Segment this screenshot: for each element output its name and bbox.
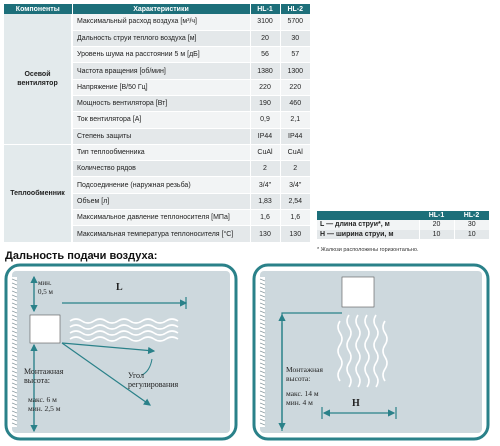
hl2-value-cell: 1300 (280, 63, 310, 79)
hl1-value-cell: 0,9 (250, 112, 280, 128)
jet-length-hl2: 30 (454, 220, 489, 230)
hl2-value-cell: 2 (280, 161, 310, 177)
component-group-label: Теплообменник (4, 144, 72, 242)
vertical-mount-diagram (252, 263, 490, 441)
section-heading: Дальность подачи воздуха: (5, 250, 158, 262)
characteristic-cell: Количество рядов (72, 161, 250, 177)
hl1-value-cell: 1380 (250, 63, 280, 79)
jet-header-row (317, 211, 489, 220)
characteristic-cell: Тип теплообменника (72, 144, 250, 160)
hl2-value-cell: 220 (280, 79, 310, 95)
hl2-value-cell: 460 (280, 95, 310, 111)
jet-header-hl1: HL-1 (419, 211, 454, 220)
characteristic-cell: Объем [л] (72, 193, 250, 209)
mount-height-label: Монтажная высота: (24, 367, 64, 385)
hl1-value-cell: 20 (250, 30, 280, 46)
jet-width-hl2: 10 (454, 230, 489, 240)
spec-row (4, 14, 310, 30)
hl2-value-cell: 30 (280, 30, 310, 46)
min-distance-label: мин. 0,5 м (38, 279, 53, 296)
characteristic-cell: Подсоединение (наружная резьба) (72, 177, 250, 193)
jet-table (317, 211, 489, 239)
hl1-value-cell: 1,83 (250, 193, 280, 209)
length-label: L (116, 282, 123, 293)
characteristic-cell: Мощность вентилятора [Вт] (72, 95, 250, 111)
header-hl2: HL-2 (280, 4, 310, 14)
spec-row (4, 144, 310, 160)
horizontal-mount-diagram (4, 263, 238, 441)
hl2-value-cell: IP44 (280, 128, 310, 144)
width-label: H (352, 398, 360, 409)
hl2-value-cell: 5700 (280, 14, 310, 30)
characteristic-cell: Максимальная температура теплоносителя [°С] (72, 226, 250, 242)
component-group-label: Осевой вентилятор (4, 14, 72, 144)
hl1-value-cell: CuAl (250, 144, 280, 160)
spec-header-row (4, 4, 310, 14)
header-characteristics: Характеристики (72, 4, 250, 14)
hl2-value-cell: 2,54 (280, 193, 310, 209)
characteristic-cell: Максимальный расход воздуха [м³/ч] (72, 14, 250, 30)
characteristic-cell: Степень защиты (72, 128, 250, 144)
mount-height-range: макс. 6 м мин. 2,5 м (28, 395, 61, 413)
louver-note: * Жалюзи расположены горизонтально. (317, 247, 419, 253)
specification-table (4, 4, 310, 243)
jet-header-label (317, 211, 419, 220)
header-components: Компоненты (4, 4, 72, 14)
header-hl1: HL-1 (250, 4, 280, 14)
hl2-value-cell: CuAl (280, 144, 310, 160)
jet-row-width (317, 230, 489, 240)
heater-unit (30, 315, 60, 343)
characteristic-cell: Частота вращения [об/мин] (72, 63, 250, 79)
hl1-value-cell: 130 (250, 226, 280, 242)
characteristic-cell: Уровень шума на расстоянии 5 м [дБ] (72, 47, 250, 63)
hl1-value-cell: 56 (250, 47, 280, 63)
characteristic-cell: Ток вентилятора [А] (72, 112, 250, 128)
jet-length-hl1: 20 (419, 220, 454, 230)
vertical-mount-illustration (252, 263, 490, 441)
characteristic-cell: Дальность струи теплого воздуха [м] (72, 30, 250, 46)
heater-unit (342, 277, 374, 307)
jet-width-label: H — ширина струи, м (317, 230, 419, 240)
characteristic-cell: Максимальное давление теплоносителя [МПа] (72, 210, 250, 226)
mount-height-range: макс. 14 м мин. 4 м (286, 389, 319, 407)
hl1-value-cell: 1,6 (250, 210, 280, 226)
hl1-value-cell: 220 (250, 79, 280, 95)
hl2-value-cell: 1,6 (280, 210, 310, 226)
mount-height-label: Монтажная высота: (286, 365, 323, 383)
jet-header-hl2: HL-2 (454, 211, 489, 220)
jet-length-label: L — длина струи*, м (317, 220, 419, 230)
hl2-value-cell: 57 (280, 47, 310, 63)
hl1-value-cell: 190 (250, 95, 280, 111)
hl2-value-cell: 3/4" (280, 177, 310, 193)
characteristic-cell: Напряжение [В/50 Гц] (72, 79, 250, 95)
hl1-value-cell: IP44 (250, 128, 280, 144)
adjustment-angle-label: Угол регулирования (128, 371, 179, 389)
hl2-value-cell: 2,1 (280, 112, 310, 128)
hl2-value-cell: 130 (280, 226, 310, 242)
hl1-value-cell: 3100 (250, 14, 280, 30)
jet-row-length (317, 220, 489, 230)
hl1-value-cell: 2 (250, 161, 280, 177)
hl1-value-cell: 3/4" (250, 177, 280, 193)
jet-width-hl1: 10 (419, 230, 454, 240)
